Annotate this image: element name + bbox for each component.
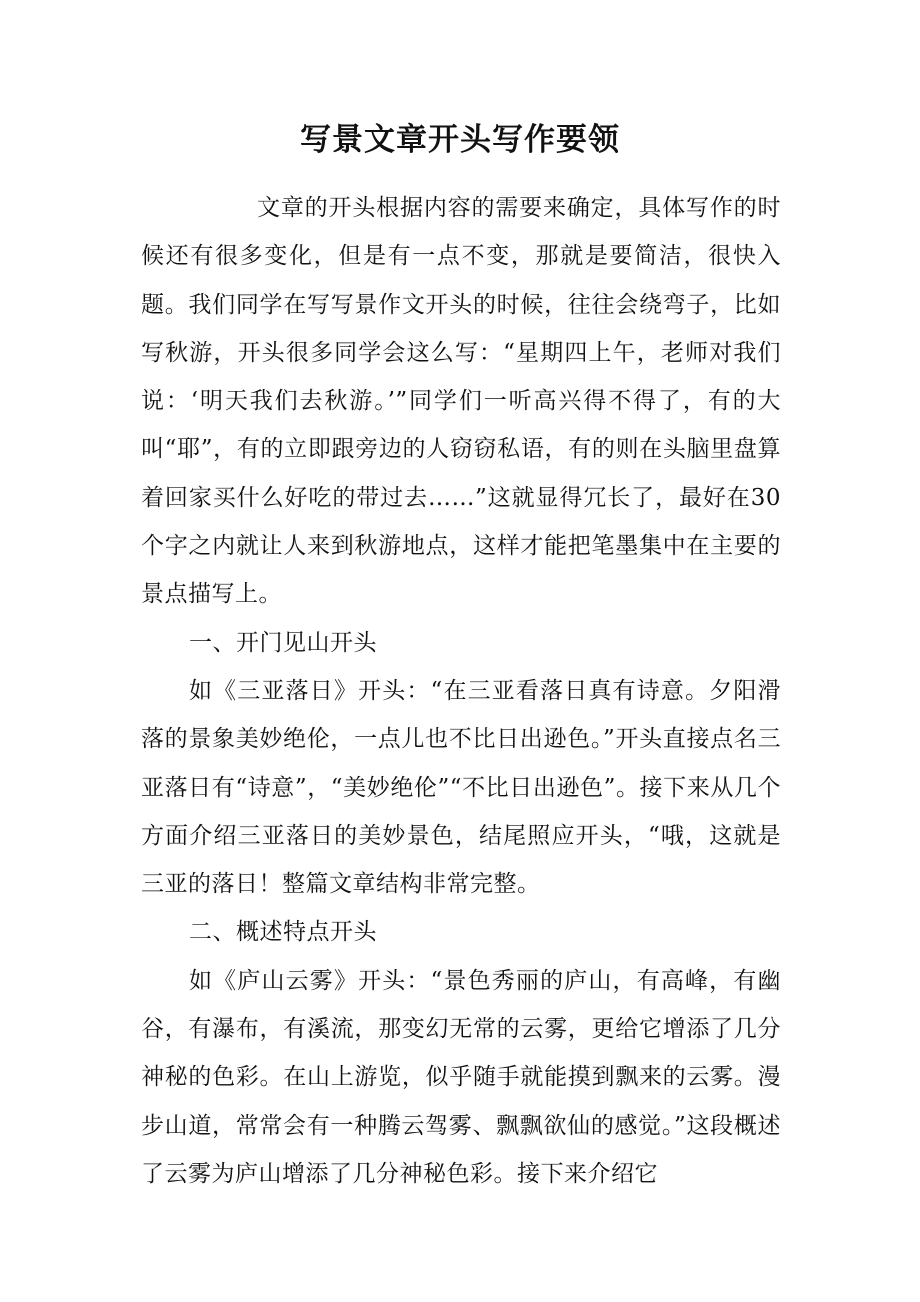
paragraph-intro: 文章的开头根据内容的需要来确定，具体写作的时候还有很多变化，但是有一点不变，那就是要简洁，很快入题。我们同学在写写景作文开头的时候，往往会绕弯子，比如写秋游，开头很多同学会这么写：“星期四上午，老师对我们说：‘明天我们去秋游。’”同学们一听高兴得不得了，有的大叫“耶”，有的立即跟旁边的人窃窃私语，有的则在头脑里盘算着回家买什么好吃的带过去……”这就显得冗长了，最好在30个字之内就让人来到秋游地点，这样才能把笔墨集中在主要的景点描写上。: [141, 195, 781, 608]
section-heading-2: 二、概述特点开头: [189, 919, 377, 946]
paragraph-example-2: 如《庐山云雾》开头：“景色秀丽的庐山，有高峰，有幽谷，有瀑布，有溪流，那变幻无常的云雾，更给它增添了几分神秘的色彩。在山上游览，似乎随手就能摸到飘来的云雾。漫步山道，常常会有一种腾云驾雾、飘飘欲仙的感觉。”这段概述了云雾为庐山增添了几分神秘色彩。接下来介绍它: [141, 967, 781, 1187]
document-title: 写景文章开头写作要领: [300, 122, 620, 158]
paragraph-example-1: 如《三亚落日》开头：“在三亚看落日真有诗意。夕阳滑落的景象美妙绝伦，一点儿也不比日出逊色。”开头直接点名三亚落日有“诗意”，“美妙绝伦”“不比日出逊色”。接下来从几个方面介绍三亚落日的美妙景色，结尾照应开头，“哦，这就是三亚的落日！整篇文章结构非常完整。: [141, 677, 781, 898]
section-heading-1: 一、开门见山开头: [189, 629, 377, 656]
document-body: [141, 184, 781, 1198]
